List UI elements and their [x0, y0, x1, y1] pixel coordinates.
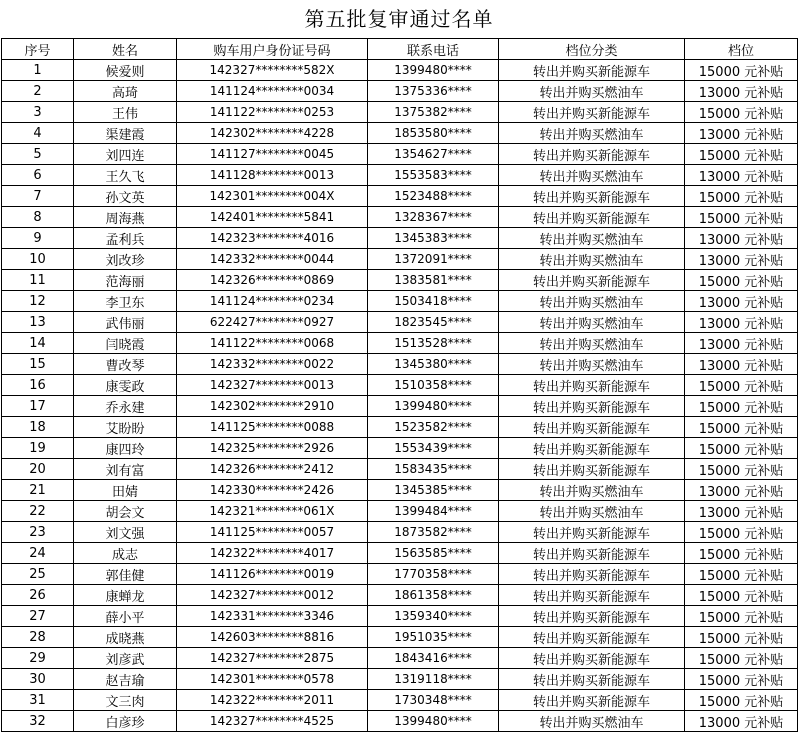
table-row: [2, 144, 798, 165]
cell-name: 薛小平: [74, 606, 177, 627]
cell-tier: 13000 元补贴: [685, 480, 798, 501]
cell-index: 11: [2, 270, 74, 291]
cell-index: 25: [2, 564, 74, 585]
document-title: 第五批复审通过名单: [304, 7, 494, 31]
cell-phone: 1553583****: [368, 165, 499, 186]
cell-name: 艾盼盼: [74, 417, 177, 438]
cell-category: 转出并购买新能源车: [499, 396, 685, 417]
cell-index: 14: [2, 333, 74, 354]
cell-name: 王伟: [74, 102, 177, 123]
cell-id-number: 142301********0578: [177, 669, 368, 690]
table-row: [2, 648, 798, 669]
table-row: [2, 60, 798, 81]
cell-id-number: 142321********061X: [177, 501, 368, 522]
cell-tier: 15000 元补贴: [685, 186, 798, 207]
cell-phone: 1399480****: [368, 711, 499, 732]
cell-name: 王久飞: [74, 165, 177, 186]
table-row: [2, 396, 798, 417]
cell-id-number: 141122********0068: [177, 333, 368, 354]
cell-tier: 15000 元补贴: [685, 627, 798, 648]
cell-name: 康雯政: [74, 375, 177, 396]
cell-phone: 1523582****: [368, 417, 499, 438]
cell-id-number: 142327********582X: [177, 60, 368, 81]
cell-name: 渠建霞: [74, 123, 177, 144]
table-row: [2, 501, 798, 522]
cell-category: 转出并购买新能源车: [499, 648, 685, 669]
cell-name: 白彦珍: [74, 711, 177, 732]
cell-index: 17: [2, 396, 74, 417]
cell-tier: 15000 元补贴: [685, 564, 798, 585]
cell-category: 转出并购买新能源车: [499, 606, 685, 627]
table-row: [2, 291, 798, 312]
cell-category: 转出并购买燃油车: [499, 312, 685, 333]
cell-name: 田婧: [74, 480, 177, 501]
table-row: [2, 438, 798, 459]
table-row: [2, 270, 798, 291]
cell-id-number: 142327********2875: [177, 648, 368, 669]
cell-phone: 1345380****: [368, 354, 499, 375]
cell-phone: 1873582****: [368, 522, 499, 543]
cell-id-number: 142302********4228: [177, 123, 368, 144]
cell-index: 2: [2, 81, 74, 102]
cell-tier: 15000 元补贴: [685, 438, 798, 459]
cell-index: 26: [2, 585, 74, 606]
cell-tier: 15000 元补贴: [685, 690, 798, 711]
cell-category: 转出并购买新能源车: [499, 102, 685, 123]
header-row: [2, 39, 798, 60]
cell-index: 3: [2, 102, 74, 123]
cell-index: 30: [2, 669, 74, 690]
cell-category: 转出并购买新能源车: [499, 522, 685, 543]
cell-category: 转出并购买新能源车: [499, 270, 685, 291]
cell-phone: 1583435****: [368, 459, 499, 480]
cell-phone: 1399484****: [368, 501, 499, 522]
cell-name: 高琦: [74, 81, 177, 102]
cell-name: 孟利兵: [74, 228, 177, 249]
cell-id-number: 142332********0022: [177, 354, 368, 375]
cell-tier: 15000 元补贴: [685, 375, 798, 396]
cell-phone: 1399480****: [368, 60, 499, 81]
cell-index: 28: [2, 627, 74, 648]
header-index: 序号: [2, 39, 74, 60]
cell-name: 康蝉龙: [74, 585, 177, 606]
table-row: [2, 81, 798, 102]
table-row: [2, 354, 798, 375]
cell-name: 刘改珍: [74, 249, 177, 270]
cell-phone: 1328367****: [368, 207, 499, 228]
table-row: [2, 165, 798, 186]
table-row: [2, 249, 798, 270]
cell-id-number: 142327********0012: [177, 585, 368, 606]
table-row: [2, 480, 798, 501]
cell-index: 21: [2, 480, 74, 501]
cell-phone: 1770358****: [368, 564, 499, 585]
cell-tier: 13000 元补贴: [685, 312, 798, 333]
cell-phone: 1375336****: [368, 81, 499, 102]
cell-id-number: 142326********0869: [177, 270, 368, 291]
cell-id-number: 142327********0013: [177, 375, 368, 396]
header-phone: 联系电话: [368, 39, 499, 60]
cell-index: 23: [2, 522, 74, 543]
cell-tier: 15000 元补贴: [685, 669, 798, 690]
cell-index: 19: [2, 438, 74, 459]
cell-name: 闫晓霞: [74, 333, 177, 354]
table-row: [2, 669, 798, 690]
cell-index: 12: [2, 291, 74, 312]
cell-id-number: 141125********0088: [177, 417, 368, 438]
cell-tier: 15000 元补贴: [685, 459, 798, 480]
cell-name: 曹改琴: [74, 354, 177, 375]
cell-category: 转出并购买新能源车: [499, 417, 685, 438]
cell-id-number: 142302********2910: [177, 396, 368, 417]
cell-category: 转出并购买燃油车: [499, 228, 685, 249]
table-row: [2, 417, 798, 438]
cell-category: 转出并购买燃油车: [499, 291, 685, 312]
table-row: [2, 543, 798, 564]
cell-category: 转出并购买燃油车: [499, 249, 685, 270]
cell-id-number: 141127********0045: [177, 144, 368, 165]
table-header: [2, 39, 798, 60]
cell-name: 赵吉瑜: [74, 669, 177, 690]
cell-tier: 13000 元补贴: [685, 333, 798, 354]
cell-category: 转出并购买新能源车: [499, 438, 685, 459]
header-id-number: 购车用户身份证号码: [177, 39, 368, 60]
table-row: [2, 627, 798, 648]
cell-id-number: 142330********2426: [177, 480, 368, 501]
cell-id-number: 142325********2926: [177, 438, 368, 459]
cell-category: 转出并购买燃油车: [499, 81, 685, 102]
cell-tier: 15000 元补贴: [685, 522, 798, 543]
cell-index: 32: [2, 711, 74, 732]
cell-index: 10: [2, 249, 74, 270]
cell-index: 24: [2, 543, 74, 564]
cell-name: 文三肉: [74, 690, 177, 711]
table-row: [2, 123, 798, 144]
cell-name: 康四玲: [74, 438, 177, 459]
table-row: [2, 606, 798, 627]
cell-id-number: 142603********8816: [177, 627, 368, 648]
cell-phone: 1843416****: [368, 648, 499, 669]
cell-tier: 15000 元补贴: [685, 270, 798, 291]
cell-category: 转出并购买新能源车: [499, 585, 685, 606]
cell-index: 9: [2, 228, 74, 249]
cell-id-number: 142326********2412: [177, 459, 368, 480]
cell-tier: 15000 元补贴: [685, 606, 798, 627]
table-body: [2, 60, 798, 732]
cell-tier: 13000 元补贴: [685, 228, 798, 249]
cell-phone: 1503418****: [368, 291, 499, 312]
cell-id-number: 142322********2011: [177, 690, 368, 711]
table-row: [2, 564, 798, 585]
cell-phone: 1513528****: [368, 333, 499, 354]
cell-id-number: 142323********4016: [177, 228, 368, 249]
cell-index: 31: [2, 690, 74, 711]
cell-name: 刘文强: [74, 522, 177, 543]
cell-category: 转出并购买新能源车: [499, 375, 685, 396]
cell-name: 刘四连: [74, 144, 177, 165]
cell-phone: 1853580****: [368, 123, 499, 144]
cell-id-number: 141124********0234: [177, 291, 368, 312]
cell-index: 7: [2, 186, 74, 207]
cell-phone: 1823545****: [368, 312, 499, 333]
cell-category: 转出并购买新能源车: [499, 60, 685, 81]
cell-name: 孙文英: [74, 186, 177, 207]
cell-name: 成志: [74, 543, 177, 564]
cell-tier: 13000 元补贴: [685, 354, 798, 375]
table-row: [2, 375, 798, 396]
cell-name: 刘有富: [74, 459, 177, 480]
cell-phone: 1523488****: [368, 186, 499, 207]
cell-phone: 1319118****: [368, 669, 499, 690]
cell-category: 转出并购买新能源车: [499, 459, 685, 480]
cell-phone: 1345385****: [368, 480, 499, 501]
cell-phone: 1345383****: [368, 228, 499, 249]
header-tier: 档位: [685, 39, 798, 60]
cell-name: 李卫东: [74, 291, 177, 312]
cell-category: 转出并购买燃油车: [499, 123, 685, 144]
cell-id-number: 142401********5841: [177, 207, 368, 228]
cell-category: 转出并购买燃油车: [499, 165, 685, 186]
cell-phone: 1861358****: [368, 585, 499, 606]
cell-name: 周海燕: [74, 207, 177, 228]
cell-id-number: 141124********0034: [177, 81, 368, 102]
cell-index: 20: [2, 459, 74, 480]
cell-name: 郭佳健: [74, 564, 177, 585]
header-category: 档位分类: [499, 39, 685, 60]
cell-tier: 15000 元补贴: [685, 543, 798, 564]
table-row: [2, 522, 798, 543]
table-row: [2, 711, 798, 732]
cell-name: 胡会文: [74, 501, 177, 522]
cell-phone: 1553439****: [368, 438, 499, 459]
cell-category: 转出并购买燃油车: [499, 711, 685, 732]
cell-index: 18: [2, 417, 74, 438]
cell-phone: 1354627****: [368, 144, 499, 165]
cell-id-number: 622427********0927: [177, 312, 368, 333]
cell-index: 15: [2, 354, 74, 375]
cell-id-number: 141125********0057: [177, 522, 368, 543]
table-row: [2, 459, 798, 480]
cell-phone: 1563585****: [368, 543, 499, 564]
cell-category: 转出并购买新能源车: [499, 186, 685, 207]
cell-category: 转出并购买新能源车: [499, 627, 685, 648]
cell-name: 刘彦武: [74, 648, 177, 669]
cell-category: 转出并购买新能源车: [499, 564, 685, 585]
table-row: [2, 585, 798, 606]
cell-tier: 13000 元补贴: [685, 291, 798, 312]
cell-name: 乔永建: [74, 396, 177, 417]
cell-category: 转出并购买新能源车: [499, 669, 685, 690]
cell-category: 转出并购买新能源车: [499, 690, 685, 711]
cell-tier: 15000 元补贴: [685, 207, 798, 228]
cell-id-number: 142332********0044: [177, 249, 368, 270]
cell-id-number: 142327********4525: [177, 711, 368, 732]
cell-phone: 1510358****: [368, 375, 499, 396]
table-row: [2, 102, 798, 123]
cell-id-number: 141126********0019: [177, 564, 368, 585]
cell-id-number: 142322********4017: [177, 543, 368, 564]
table-row: [2, 690, 798, 711]
cell-category: 转出并购买燃油车: [499, 333, 685, 354]
cell-tier: 13000 元补贴: [685, 711, 798, 732]
cell-index: 5: [2, 144, 74, 165]
cell-phone: 1399480****: [368, 396, 499, 417]
cell-index: 13: [2, 312, 74, 333]
table-row: [2, 333, 798, 354]
cell-tier: 13000 元补贴: [685, 81, 798, 102]
table-row: [2, 186, 798, 207]
cell-index: 27: [2, 606, 74, 627]
cell-phone: 1372091****: [368, 249, 499, 270]
cell-tier: 13000 元补贴: [685, 123, 798, 144]
cell-category: 转出并购买燃油车: [499, 480, 685, 501]
cell-tier: 15000 元补贴: [685, 102, 798, 123]
header-name: 姓名: [74, 39, 177, 60]
cell-tier: 15000 元补贴: [685, 585, 798, 606]
table-row: [2, 228, 798, 249]
cell-tier: 13000 元补贴: [685, 165, 798, 186]
cell-phone: 1951035****: [368, 627, 499, 648]
cell-index: 16: [2, 375, 74, 396]
cell-tier: 15000 元补贴: [685, 144, 798, 165]
cell-category: 转出并购买新能源车: [499, 543, 685, 564]
cell-phone: 1730348****: [368, 690, 499, 711]
cell-tier: 15000 元补贴: [685, 60, 798, 81]
cell-tier: 15000 元补贴: [685, 648, 798, 669]
table-row: [2, 207, 798, 228]
cell-index: 1: [2, 60, 74, 81]
cell-id-number: 142301********004X: [177, 186, 368, 207]
cell-index: 29: [2, 648, 74, 669]
cell-category: 转出并购买燃油车: [499, 501, 685, 522]
cell-category: 转出并购买新能源车: [499, 207, 685, 228]
cell-index: 4: [2, 123, 74, 144]
cell-phone: 1383581****: [368, 270, 499, 291]
cell-name: 成晓燕: [74, 627, 177, 648]
cell-name: 范海丽: [74, 270, 177, 291]
cell-index: 22: [2, 501, 74, 522]
cell-name: 武伟丽: [74, 312, 177, 333]
cell-id-number: 142331********3346: [177, 606, 368, 627]
cell-index: 6: [2, 165, 74, 186]
cell-tier: 15000 元补贴: [685, 396, 798, 417]
cell-name: 候爱则: [74, 60, 177, 81]
cell-phone: 1375382****: [368, 102, 499, 123]
cell-id-number: 141122********0253: [177, 102, 368, 123]
table-row: [2, 312, 798, 333]
cell-index: 8: [2, 207, 74, 228]
approval-table: [1, 38, 798, 732]
cell-phone: 1359340****: [368, 606, 499, 627]
cell-category: 转出并购买燃油车: [499, 354, 685, 375]
cell-tier: 15000 元补贴: [685, 417, 798, 438]
cell-id-number: 141128********0013: [177, 165, 368, 186]
cell-tier: 13000 元补贴: [685, 249, 798, 270]
cell-tier: 13000 元补贴: [685, 501, 798, 522]
cell-category: 转出并购买新能源车: [499, 144, 685, 165]
